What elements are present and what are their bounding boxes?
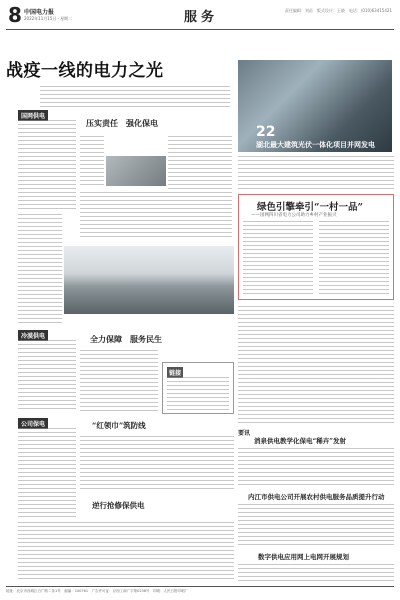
right-column-text-lower — [238, 448, 394, 488]
side-label-1: 国网供电 — [18, 110, 48, 121]
right-column-text-bottom — [238, 504, 394, 546]
editor-info: 责任编辑：刘苗 版式设计：王晓 电话：(010)63415421 — [284, 8, 392, 13]
highlight-column-text-2 — [319, 221, 389, 297]
paper-date: 2022年11月15日 · 星期二 — [24, 16, 73, 21]
right-mid-title: 消泉供电教学化保电“稀卉”发射 — [254, 437, 346, 445]
top-photo-number: 22 — [256, 124, 276, 140]
left-main-title: 压实责任 强化保电 — [86, 118, 158, 128]
page-number: 8 — [8, 3, 22, 27]
center-column-text-3 — [80, 350, 158, 414]
banner-title: 战疫一线的电力之光 — [6, 61, 164, 81]
highlight-article-box — [238, 194, 394, 300]
center-column-text-4 — [80, 436, 234, 492]
right-lower-title: 内江市供电公司开展农村供电服务品质提升行动 — [248, 493, 385, 501]
banner — [6, 56, 230, 84]
center-column-text-2 — [80, 192, 232, 240]
bottom-left-text — [18, 522, 234, 582]
middle-photo — [64, 246, 234, 314]
left-column-text-1 — [18, 120, 76, 210]
footer-text: 地址：北京市西城区白广路二条1号 邮编：100761 广告许可证：京西工商广字第0236号 印刷：人民日报印刷厂 — [6, 589, 188, 593]
left-column-text-2 — [18, 214, 62, 324]
info-box — [162, 362, 234, 414]
paper-name: 中国电力报 — [24, 9, 55, 16]
top-photo-article-text — [238, 156, 394, 190]
intro-text-block — [40, 86, 230, 108]
center-column-text-1 — [80, 136, 104, 186]
side-label-2: 冷漠供电 — [18, 330, 48, 341]
page-footer — [6, 586, 394, 596]
top-photo — [238, 60, 392, 152]
notice-label: 要讯 — [238, 430, 251, 437]
left-column-text-3 — [18, 340, 76, 412]
highlight-article-title: 绿色引擎牵引“一村一品” — [257, 202, 363, 213]
service-title: 全力保障 服务民生 — [90, 334, 162, 344]
info-box-text — [167, 377, 229, 411]
red-scarf-title: “红领巾”筑防线 — [92, 421, 146, 430]
right-column-text-end — [238, 564, 394, 584]
rescue-title: 逆行抢修保供电 — [92, 501, 145, 510]
right-bottom-title: 数字供电应用网上电网开展规划 — [258, 553, 349, 561]
small-photo — [106, 156, 166, 186]
right-column-text-mid — [238, 306, 394, 424]
section-title: 服务 — [184, 10, 219, 25]
side-label-3: 公司保电 — [18, 418, 48, 429]
highlight-article-subtitle: ——国网四川省电力公司助力乡村产业振兴 — [251, 213, 337, 218]
right-column-text-1 — [168, 136, 232, 192]
highlight-column-text-1 — [243, 221, 313, 297]
left-column-text-4 — [18, 428, 76, 518]
page-header — [6, 4, 394, 30]
info-box-head: 链接 — [167, 367, 183, 378]
top-photo-caption: 湖北最大建筑光伏一体化项目并网发电 — [256, 141, 375, 149]
